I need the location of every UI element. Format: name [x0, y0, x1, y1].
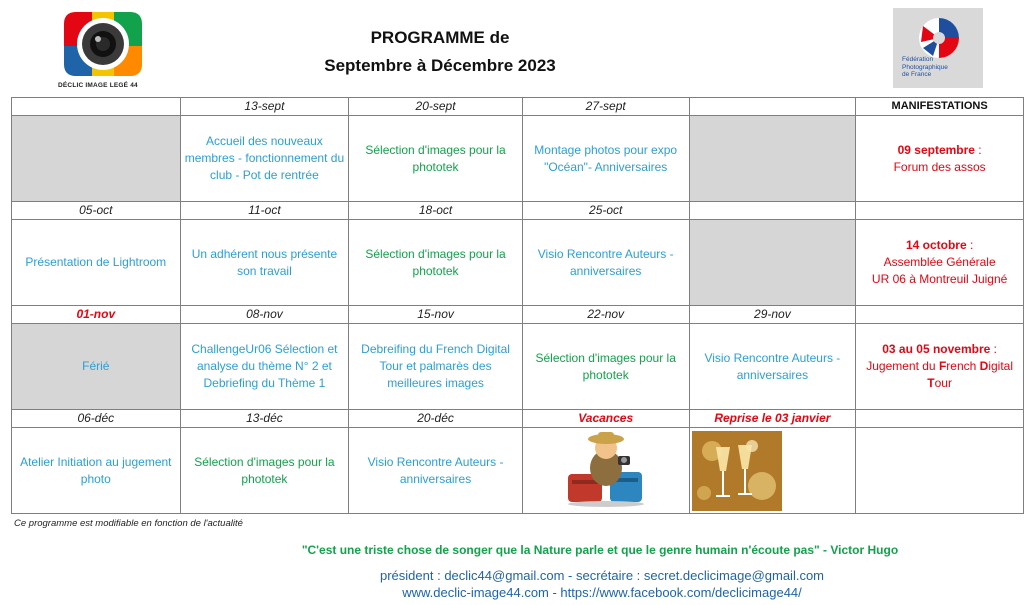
- club-logo: [58, 6, 144, 92]
- date-cell: [12, 98, 181, 116]
- date-cell: 20-sept: [349, 98, 523, 116]
- date-cell: 20-déc: [349, 410, 523, 428]
- empty-cell: [856, 428, 1024, 514]
- traveler-clipart-icon: [560, 428, 652, 508]
- vacation-image-cell: [522, 428, 689, 514]
- date-row: [12, 306, 1024, 324]
- activity-row: [12, 324, 1024, 410]
- club-name: DÉCLIC IMAGE LEGÉ 44: [58, 82, 138, 89]
- contact-emails: président : declic44@gmail.com - secrétaire : secret.declicimage@gmail.com: [380, 568, 824, 583]
- activity-cell: Visio Rencontre Auteurs - anniversaires: [522, 220, 689, 306]
- title-line-2: Septembre à Décembre 2023: [324, 56, 556, 75]
- activity-row: [12, 116, 1024, 202]
- date-cell: 29-nov: [689, 306, 856, 324]
- contact-websites: www.declic-image44.com - https://www.facebook.com/declicimage44/: [402, 585, 802, 600]
- ffp-logo: [893, 8, 983, 88]
- date-cell: 18-oct: [349, 202, 523, 220]
- reprise-label: Reprise le 03 janvier: [689, 410, 856, 428]
- date-cell: 08-nov: [180, 306, 349, 324]
- date-cell: [856, 410, 1024, 428]
- vacances-label: Vacances: [522, 410, 689, 428]
- activity-row: [12, 428, 1024, 514]
- activity-cell: Visio Rencontre Auteurs - anniversaires: [349, 428, 523, 514]
- champagne-glasses-icon: [692, 431, 782, 511]
- activity-cell: Sélection d'images pour la phototek: [349, 116, 523, 202]
- date-cell: 13-sept: [180, 98, 349, 116]
- date-cell: [689, 202, 856, 220]
- activity-cell: Un adhérent nous présente son travail: [180, 220, 349, 306]
- date-cell: [856, 202, 1024, 220]
- ffp-text: Fédération Photographique de France: [902, 56, 948, 78]
- date-cell: 13-déc: [180, 410, 349, 428]
- activity-cell: Sélection d'images pour la phototek: [180, 428, 349, 514]
- date-cell-holiday: 01-nov: [12, 306, 181, 324]
- date-cell: 05-oct: [12, 202, 181, 220]
- date-row: [12, 98, 1024, 116]
- date-cell: 06-déc: [12, 410, 181, 428]
- activity-cell: Atelier Initiation au jugement photo: [12, 428, 181, 514]
- activity-cell: Sélection d'images pour la phototek: [522, 324, 689, 410]
- event-cell: 03 au 05 novembre : Jugement du French Digital Tour: [856, 324, 1024, 410]
- empty-cell: [12, 116, 181, 202]
- date-cell: 22-nov: [522, 306, 689, 324]
- camera-aperture-logo-icon: [62, 6, 144, 82]
- event-cell: 09 septembre : Forum des assos: [856, 116, 1024, 202]
- date-cell: 25-oct: [522, 202, 689, 220]
- program-table: [11, 97, 1024, 514]
- empty-cell: [689, 220, 856, 306]
- activity-cell: ChallengeUr06 Sélection et analyse du thème N° 2 et Debriefing du Thème 1: [180, 324, 349, 410]
- title-line-1: PROGRAMME de: [370, 28, 510, 47]
- event-cell: 14 octobre : Assemblée Générale UR 06 à Montreuil Juigné: [856, 220, 1024, 306]
- manifestations-header: MANIFESTATIONS: [856, 98, 1024, 116]
- date-cell: [856, 306, 1024, 324]
- date-cell: 15-nov: [349, 306, 523, 324]
- reprise-image-cell: [689, 428, 856, 514]
- page-title: [260, 24, 620, 80]
- activity-row: [12, 220, 1024, 306]
- program-note: Ce programme est modifiable en fonction de l'actualité: [14, 518, 243, 529]
- date-cell: 27-sept: [522, 98, 689, 116]
- date-row: [12, 202, 1024, 220]
- date-cell: 11-oct: [180, 202, 349, 220]
- activity-cell: Sélection d'images pour la phototek: [349, 220, 523, 306]
- activity-cell: Accueil des nouveaux membres - fonctionnement du club - Pot de rentrée: [180, 116, 349, 202]
- activity-cell: Visio Rencontre Auteurs - anniversaires: [689, 324, 856, 410]
- activity-cell: Debreifing du French Digital Tour et palmarès des meilleures images: [349, 324, 523, 410]
- date-cell: [689, 98, 856, 116]
- activity-cell-holiday: Férié: [12, 324, 181, 410]
- activity-cell: Présentation de Lightroom: [12, 220, 181, 306]
- date-row: [12, 410, 1024, 428]
- activity-cell: Montage photos pour expo "Océan"- Anniversaires: [522, 116, 689, 202]
- quote: "C'est une triste chose de songer que la Nature parle et que le genre humain n'écoute pas" - Victor Hugo: [301, 543, 899, 557]
- empty-cell: [689, 116, 856, 202]
